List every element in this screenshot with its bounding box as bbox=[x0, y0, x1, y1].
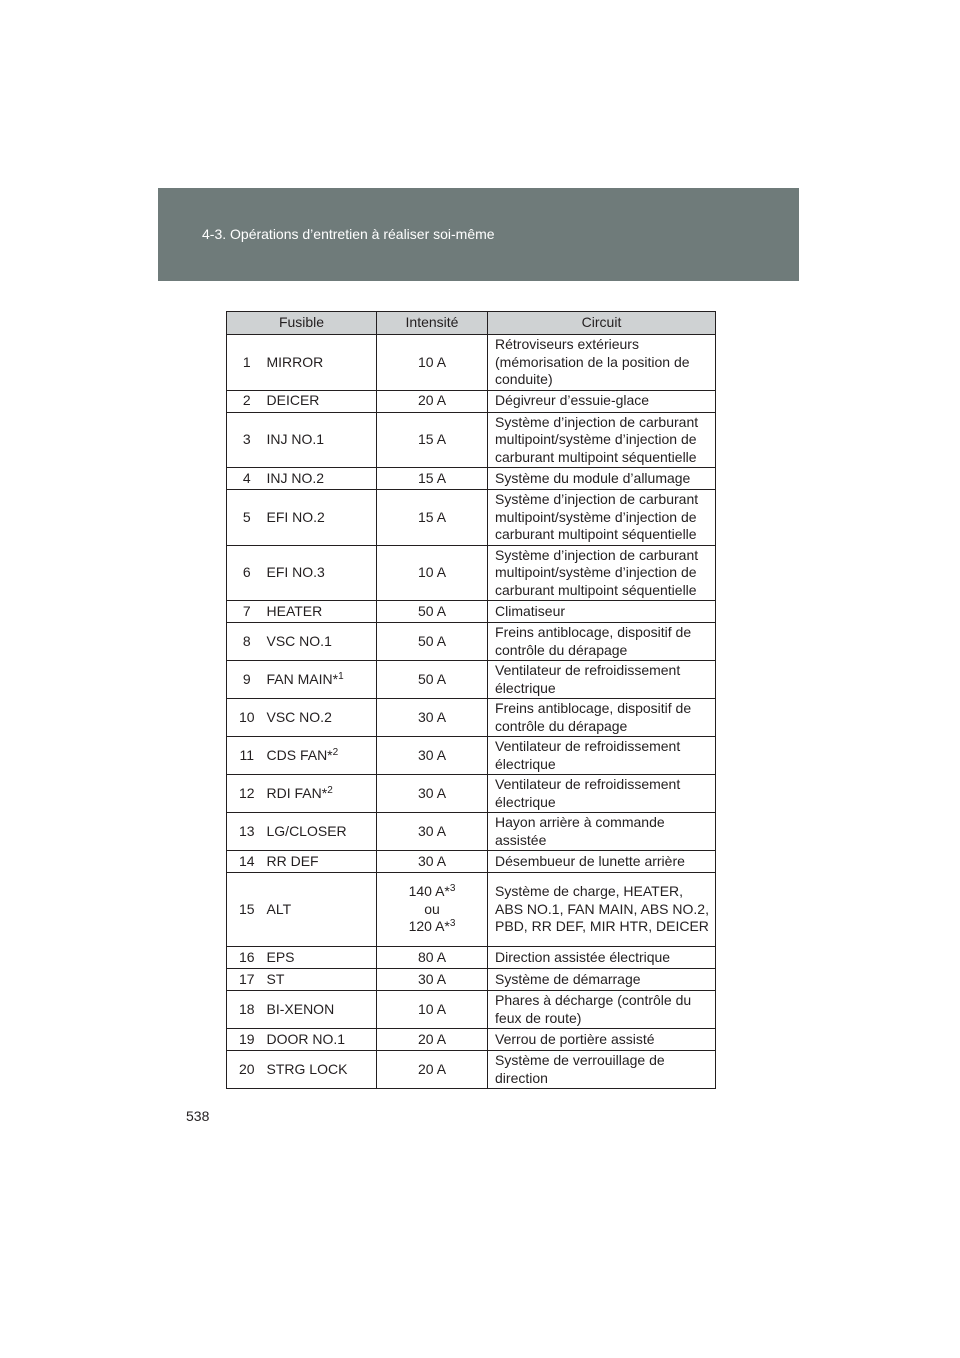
table-row bbox=[227, 699, 716, 737]
fuse-number: 10 bbox=[227, 699, 261, 737]
fuse-name-text: STRG LOCK bbox=[266, 1060, 348, 1077]
fuse-name bbox=[261, 947, 377, 969]
fuse-number: 7 bbox=[227, 601, 261, 623]
table-row bbox=[227, 335, 716, 391]
fuse-circuit: Système d’injection de carburant multipoint/système d’injection de carburant multipoint séquentielle bbox=[488, 545, 716, 601]
table-row bbox=[227, 490, 716, 546]
fuse-amperage: 80 A bbox=[377, 947, 488, 969]
fuse-circuit: Ventilateur de refroidissement électrique bbox=[488, 737, 716, 775]
table-row bbox=[227, 412, 716, 468]
footnote-marker: 2 bbox=[327, 784, 333, 796]
fuse-circuit: Verrou de portière assisté bbox=[488, 1029, 716, 1051]
fuse-name-text: RDI FAN* bbox=[266, 784, 328, 801]
table-row bbox=[227, 873, 716, 947]
fuse-name bbox=[261, 969, 377, 991]
table-row bbox=[227, 851, 716, 873]
fuse-name bbox=[261, 390, 377, 412]
fuse-name-text: CDS FAN* bbox=[266, 746, 333, 763]
amperage-line bbox=[381, 918, 483, 936]
table-row bbox=[227, 947, 716, 969]
fuse-circuit: Système de charge, HEATER, ABS NO.1, FAN MAIN, ABS NO.2, PBD, RR DEF, MIR HTR, DEICER bbox=[488, 873, 716, 947]
fuse-number: 4 bbox=[227, 468, 261, 490]
section-header bbox=[158, 188, 799, 281]
fuse-name-text: ALT bbox=[266, 900, 292, 917]
footnote-marker: 1 bbox=[338, 670, 344, 682]
table-row bbox=[227, 969, 716, 991]
fuse-circuit: Freins antiblocage, dispositif de contrôle du dérapage bbox=[488, 699, 716, 737]
fuse-name bbox=[261, 661, 377, 699]
fuse-number: 17 bbox=[227, 969, 261, 991]
fuse-circuit: Rétroviseurs extérieurs (mémorisation de la position de conduite) bbox=[488, 335, 716, 391]
fuse-name bbox=[261, 601, 377, 623]
fuse-name-text: DEICER bbox=[266, 392, 320, 409]
amperage-line bbox=[381, 901, 483, 919]
fuse-amperage: 50 A bbox=[377, 623, 488, 661]
fuse-circuit: Désembueur de lunette arrière bbox=[488, 851, 716, 873]
table-row bbox=[227, 601, 716, 623]
fuse-amperage: 30 A bbox=[377, 737, 488, 775]
fuse-circuit: Ventilateur de refroidissement électrique bbox=[488, 775, 716, 813]
fuse-name-text: LG/CLOSER bbox=[266, 822, 347, 839]
fuse-circuit: Climatiseur bbox=[488, 601, 716, 623]
table-row bbox=[227, 991, 716, 1029]
fuse-circuit: Système de démarrage bbox=[488, 969, 716, 991]
fuse-name bbox=[261, 335, 377, 391]
fuse-number: 11 bbox=[227, 737, 261, 775]
fuse-name-text: HEATER bbox=[266, 602, 323, 619]
fuse-name bbox=[261, 851, 377, 873]
fuse-number: 5 bbox=[227, 490, 261, 546]
fuse-number: 16 bbox=[227, 947, 261, 969]
fuse-number: 15 bbox=[227, 873, 261, 947]
fuse-name-text: RR DEF bbox=[266, 852, 319, 869]
fuse-number: 13 bbox=[227, 813, 261, 851]
fuse-circuit: Hayon arrière à commande assistée bbox=[488, 813, 716, 851]
table-row bbox=[227, 468, 716, 490]
table-row bbox=[227, 737, 716, 775]
fuse-name bbox=[261, 813, 377, 851]
fuse-amperage: 20 A bbox=[377, 1051, 488, 1089]
fuse-name-text: DOOR NO.1 bbox=[266, 1030, 346, 1047]
column-header-fuse: Fusible bbox=[227, 312, 377, 335]
fuse-amperage: 15 A bbox=[377, 468, 488, 490]
fuse-number: 12 bbox=[227, 775, 261, 813]
column-header-amperage: Intensité bbox=[377, 312, 488, 335]
fuse-name bbox=[261, 1051, 377, 1089]
fuse-number: 18 bbox=[227, 991, 261, 1029]
fuse-amperage: 20 A bbox=[377, 390, 488, 412]
footnote-marker: 2 bbox=[332, 746, 339, 758]
fuse-name-text: MIRROR bbox=[266, 353, 324, 370]
fuse-name-text: INJ NO.1 bbox=[266, 431, 325, 447]
fuse-amperage: 30 A bbox=[377, 851, 488, 873]
fuse-number: 6 bbox=[227, 545, 261, 601]
fuse-table bbox=[226, 311, 716, 1089]
fuse-amperage: 10 A bbox=[377, 335, 488, 391]
fuse-number: 8 bbox=[227, 623, 261, 661]
fuse-amperage: 30 A bbox=[377, 699, 488, 737]
table-row bbox=[227, 623, 716, 661]
fuse-number: 3 bbox=[227, 412, 261, 468]
table-row bbox=[227, 390, 716, 412]
fuse-name bbox=[261, 873, 377, 947]
table-row bbox=[227, 1051, 716, 1089]
fuse-number: 2 bbox=[227, 390, 261, 412]
fuse-circuit: Freins antiblocage, dispositif de contrôle du dérapage bbox=[488, 623, 716, 661]
fuse-name bbox=[261, 991, 377, 1029]
fuse-circuit: Phares à décharge (contrôle du feux de route) bbox=[488, 991, 716, 1029]
fuse-name bbox=[261, 737, 377, 775]
table-row bbox=[227, 661, 716, 699]
fuse-amperage: 10 A bbox=[377, 545, 488, 601]
fuse-circuit: Ventilateur de refroidissement électrique bbox=[488, 661, 716, 699]
fuse-amperage: 50 A bbox=[377, 601, 488, 623]
amperage-text: 120 A* bbox=[408, 918, 450, 935]
fuse-name-text: FAN MAIN* bbox=[266, 670, 339, 687]
table-row bbox=[227, 775, 716, 813]
fuse-number: 19 bbox=[227, 1029, 261, 1051]
fuse-circuit: Dégivreur d’essuie-glace bbox=[488, 390, 716, 412]
table-row bbox=[227, 1029, 716, 1051]
fuse-name-text: VSC NO.2 bbox=[266, 708, 332, 725]
fuse-amperage: 50 A bbox=[377, 661, 488, 699]
table-header-row bbox=[227, 312, 716, 335]
fuse-circuit: Système d’injection de carburant multipoint/système d’injection de carburant multipoint séquentielle bbox=[488, 490, 716, 546]
table-row bbox=[227, 545, 716, 601]
fuse-number: 20 bbox=[227, 1051, 261, 1089]
fuse-amperage: 15 A bbox=[377, 490, 488, 546]
column-header-circuit: Circuit bbox=[488, 312, 716, 335]
fuse-number: 14 bbox=[227, 851, 261, 873]
fuse-name-text: INJ NO.2 bbox=[266, 469, 325, 486]
fuse-number: 9 bbox=[227, 661, 261, 699]
fuse-amperage: 20 A bbox=[377, 1029, 488, 1051]
fuse-name-text: EPS bbox=[266, 948, 295, 965]
footnote-marker: 3 bbox=[449, 918, 456, 930]
amperage-line bbox=[381, 883, 483, 901]
amperage-text: 140 A* bbox=[408, 883, 450, 900]
fuse-name-text: BI-XENON bbox=[266, 1000, 335, 1017]
fuse-circuit: Direction assistée électrique bbox=[488, 947, 716, 969]
fuse-amperage bbox=[377, 873, 488, 947]
fuse-name-text: EFI NO.2 bbox=[266, 508, 325, 525]
fuse-name bbox=[261, 468, 377, 490]
page-number: 538 bbox=[186, 1108, 210, 1124]
section-title: 4-3. Opérations d’entretien à réaliser soi-même bbox=[202, 226, 495, 242]
fuse-name bbox=[261, 699, 377, 737]
fuse-amperage: 15 A bbox=[377, 412, 488, 468]
fuse-name bbox=[261, 1029, 377, 1051]
table-row bbox=[227, 813, 716, 851]
table-body bbox=[227, 335, 716, 1089]
fuse-circuit: Système du module d’allumage bbox=[488, 468, 716, 490]
fuse-amperage: 30 A bbox=[377, 775, 488, 813]
fuse-circuit: Système d’injection de carburant multipoint/système d’injection de carburant multipoint séquentielle bbox=[488, 412, 716, 468]
fuse-name bbox=[261, 545, 377, 601]
fuse-amperage: 10 A bbox=[377, 991, 488, 1029]
fuse-amperage: 30 A bbox=[377, 969, 488, 991]
fuse-circuit: Système de verrouillage de direction bbox=[488, 1051, 716, 1089]
amperage-text: ou bbox=[424, 900, 440, 917]
fuse-name bbox=[261, 412, 377, 468]
fuse-amperage: 30 A bbox=[377, 813, 488, 851]
fuse-name bbox=[261, 623, 377, 661]
fuse-name-text: ST bbox=[266, 970, 285, 987]
fuse-name bbox=[261, 775, 377, 813]
fuse-number: 1 bbox=[227, 335, 261, 391]
fuse-name bbox=[261, 490, 377, 546]
fuse-name-text: EFI NO.3 bbox=[266, 564, 325, 580]
fuse-name-text: VSC NO.1 bbox=[266, 632, 332, 649]
footnote-marker: 3 bbox=[449, 883, 456, 895]
